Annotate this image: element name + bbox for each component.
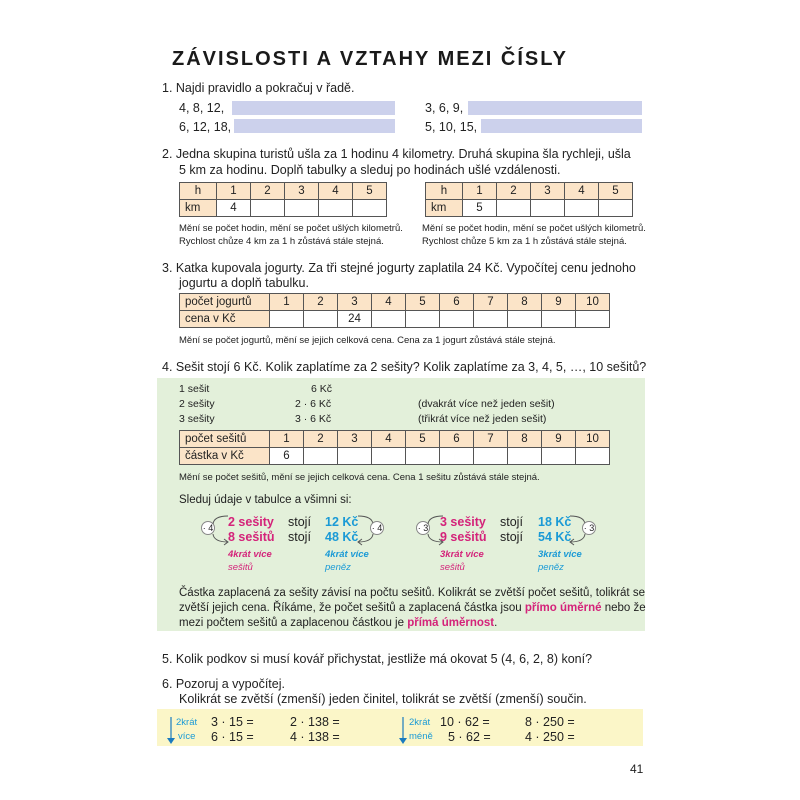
multiplier-badge: · 4	[202, 523, 214, 533]
cell: 24	[338, 311, 372, 328]
tag-label: 2krát	[409, 717, 431, 728]
note: Rychlost chůze 4 km za 1 h zůstává stále stejná.	[179, 236, 384, 247]
cell: 3	[531, 183, 565, 200]
task5-prompt: 5. Kolik podkov si musí kovář přichystat, jestliže má okovat 5 (4, 6, 2, 8) koní?	[162, 652, 593, 666]
page-number: 41	[630, 762, 644, 776]
example-line: 6 Kč	[311, 383, 333, 395]
caption: peněz	[325, 562, 351, 573]
example-line: (dvakrát více než jeden sešit)	[418, 398, 555, 410]
expression: 8 · 250 =	[525, 715, 575, 729]
cell: 4	[565, 183, 599, 200]
cell: 5	[406, 294, 440, 311]
cell-input[interactable]	[319, 200, 353, 217]
task6-prompt-line2: Kolikrát se zvětší (zmenší) jeden činitel, tolikrát se zvětší (zmenší) součin.	[179, 692, 587, 706]
expression: 5 · 62 =	[448, 730, 491, 744]
expression: 2 · 138 =	[290, 715, 340, 729]
tag-label: 2krát	[176, 717, 198, 728]
price-b: 48 Kč	[325, 530, 359, 544]
cell-input[interactable]	[406, 448, 440, 465]
multiplier-badge: · 3	[417, 523, 429, 533]
example-line: 3 sešity	[179, 413, 215, 425]
expression: 10 · 62 =	[440, 715, 490, 729]
caption: 4krát více	[325, 549, 369, 560]
cell: 2	[304, 431, 338, 448]
verb: stojí	[500, 530, 523, 544]
price-b: 54 Kč	[538, 530, 572, 544]
cell: 7	[474, 294, 508, 311]
cell: 3	[338, 294, 372, 311]
cell: 6	[270, 448, 304, 465]
cell: počet jogurtů	[180, 294, 270, 311]
cell: 5	[599, 183, 633, 200]
note: Mění se počet jogurtů, mění se jejich celková cena. Cena za 1 jogurt zůstává stále stejná.	[179, 335, 556, 346]
caption: sešitů	[228, 562, 253, 573]
verb: stojí	[288, 515, 311, 529]
term-direct-proportionality: přímá úměrnost	[407, 617, 495, 629]
cell-input[interactable]	[372, 311, 406, 328]
cell: cena v Kč	[180, 311, 270, 328]
task3-prompt-line2: jogurtu a doplň tabulku.	[179, 276, 309, 290]
price-a: 18 Kč	[538, 515, 572, 529]
sequence-2: 6, 12, 18,	[179, 120, 232, 134]
cell: 10	[576, 294, 610, 311]
cell: 8	[508, 431, 542, 448]
cell-input[interactable]	[285, 200, 319, 217]
quantity-a: 2 sešity	[228, 515, 274, 529]
table-hours-km-a	[179, 182, 387, 217]
cell-input[interactable]	[440, 448, 474, 465]
cell: 1	[217, 183, 251, 200]
cell: 3	[285, 183, 319, 200]
cell-input[interactable]	[531, 200, 565, 217]
cell-input[interactable]	[353, 200, 387, 217]
cell: 7	[474, 431, 508, 448]
term-direct-proportional: přímo úměrné	[524, 602, 602, 614]
quantity-b: 8 sešitů	[228, 530, 275, 544]
cell: 2	[304, 294, 338, 311]
sequence-3: 3, 6, 9,	[425, 101, 464, 115]
note: Mění se počet sešitů, mění se jejich celková cena. Cena 1 sešitu zůstává stále stejná.	[179, 472, 540, 483]
cell: 4	[319, 183, 353, 200]
example-line: 1 sešit	[179, 383, 210, 395]
sequence-1: 4, 8, 12,	[179, 101, 225, 115]
task2-prompt-line2: 5 km za hodinu. Doplň tabulky a sleduj po hodinách ušlé vzdálenosti.	[179, 163, 561, 177]
cell: 2	[251, 183, 285, 200]
caption: peněz	[538, 562, 564, 573]
cell-input[interactable]	[576, 448, 610, 465]
cell: 6	[440, 431, 474, 448]
arrow-down-icon	[398, 716, 408, 746]
cell-input[interactable]	[542, 448, 576, 465]
multiplier-badge: · 4	[371, 523, 383, 533]
answer-field[interactable]	[232, 101, 395, 115]
cell: 5	[406, 431, 440, 448]
cell-input[interactable]	[565, 200, 599, 217]
expression: 4 · 250 =	[525, 730, 575, 744]
cell-input[interactable]	[497, 200, 531, 217]
cell-input[interactable]	[576, 311, 610, 328]
expression: 3 · 15 =	[211, 715, 254, 729]
example-line: 2 · 6 Kč	[295, 398, 332, 410]
expression: 4 · 138 =	[290, 730, 340, 744]
arrow-down-icon	[166, 716, 176, 746]
note: Mění se počet hodin, mění se počet ušlých kilometrů.	[422, 223, 646, 234]
example-line: 3 · 6 Kč	[295, 413, 332, 425]
cell-input[interactable]	[372, 448, 406, 465]
price-a: 12 Kč	[325, 515, 359, 529]
cell: 8	[508, 294, 542, 311]
task6-prompt-line1: 6. Pozoruj a vypočítej.	[162, 677, 285, 691]
cell: 1	[463, 183, 497, 200]
explanation-line: Částka zaplacená za sešity závisí na počtu sešitů. Kolikrát se zvětší počet sešitů, tolikrát se	[179, 587, 645, 599]
page-title: ZÁVISLOSTI A VZTAHY MEZI ČÍSLY	[172, 48, 568, 70]
tag-label: více	[178, 731, 196, 742]
cell: 4	[372, 431, 406, 448]
multiplier-badge: · 3	[583, 523, 595, 533]
answer-field[interactable]	[481, 119, 642, 133]
cell: částka v Kč	[180, 448, 270, 465]
table-hours-km-b	[425, 182, 633, 217]
example-line: 2 sešity	[179, 398, 215, 410]
explanation-line: zvětší jejich cena. Říkáme, že počet sešitů a zaplacená částka jsou přímo úměrné nebo že	[179, 602, 646, 614]
cell: 3	[338, 431, 372, 448]
note: Rychlost chůze 5 km za 1 h zůstává stále stejná.	[422, 236, 627, 247]
answer-field[interactable]	[234, 119, 395, 133]
cell-input[interactable]	[599, 200, 633, 217]
cell: 9	[542, 294, 576, 311]
expression: 6 · 15 =	[211, 730, 254, 744]
cell: 5	[463, 200, 497, 217]
cell: km	[426, 200, 463, 217]
cell-input[interactable]	[508, 448, 542, 465]
sequence-4: 5, 10, 15,	[425, 120, 478, 134]
task4-prompt: 4. Sešit stojí 6 Kč. Kolik zaplatíme za 2 sešity? Kolik zaplatíme za 3, 4, 5, …, 10 sešitů?	[162, 360, 647, 374]
cell-input[interactable]	[440, 311, 474, 328]
cell: 2	[497, 183, 531, 200]
cell: 9	[542, 431, 576, 448]
cell-input[interactable]	[474, 448, 508, 465]
cell: 4	[372, 294, 406, 311]
observe-label: Sleduj údaje v tabulce a všimni si:	[179, 494, 352, 506]
cell: 5	[353, 183, 387, 200]
tag-label: méně	[409, 731, 433, 742]
quantity-a: 3 sešity	[440, 515, 486, 529]
answer-field[interactable]	[468, 101, 642, 115]
verb: stojí	[500, 515, 523, 529]
cell: 1	[270, 431, 304, 448]
note: Mění se počet hodin, mění se počet ušlých kilometrů.	[179, 223, 403, 234]
cell: 1	[270, 294, 304, 311]
table-notebooks	[179, 430, 610, 465]
cell: km	[180, 200, 217, 217]
cell-input[interactable]	[508, 311, 542, 328]
quantity-b: 9 sešitů	[440, 530, 487, 544]
cell-input[interactable]	[270, 311, 304, 328]
task3-prompt-line1: 3. Katka kupovala jogurty. Za tři stejné jogurty zaplatila 24 Kč. Vypočítej cenu jednoho	[162, 261, 636, 275]
example-line: (třikrát více než jeden sešit)	[418, 413, 547, 425]
cell: 4	[217, 200, 251, 217]
cell-input[interactable]	[304, 311, 338, 328]
cell: h	[180, 183, 217, 200]
caption: 3krát více	[538, 549, 582, 560]
task2-prompt-line1: 2. Jedna skupina turistů ušla za 1 hodinu 4 kilometry. Druhá skupina šla rychleji, ušla	[162, 147, 631, 161]
verb: stojí	[288, 530, 311, 544]
cell: 6	[440, 294, 474, 311]
cell: 10	[576, 431, 610, 448]
cell-input[interactable]	[474, 311, 508, 328]
caption: 4krát více	[228, 549, 272, 560]
cell-input[interactable]	[406, 311, 440, 328]
cell: počet sešitů	[180, 431, 270, 448]
cell: h	[426, 183, 463, 200]
caption: 3krát více	[440, 549, 484, 560]
explanation-line: mezi počtem sešitů a zaplacenou částkou je přímá úměrnost.	[179, 617, 498, 629]
cell-input[interactable]	[304, 448, 338, 465]
task1-prompt: 1. Najdi pravidlo a pokračuj v řadě.	[162, 81, 355, 95]
cell-input[interactable]	[338, 448, 372, 465]
cell-input[interactable]	[251, 200, 285, 217]
arrow-icon	[208, 512, 230, 546]
caption: sešitů	[440, 562, 465, 573]
cell-input[interactable]	[542, 311, 576, 328]
table-yogurts	[179, 293, 610, 328]
